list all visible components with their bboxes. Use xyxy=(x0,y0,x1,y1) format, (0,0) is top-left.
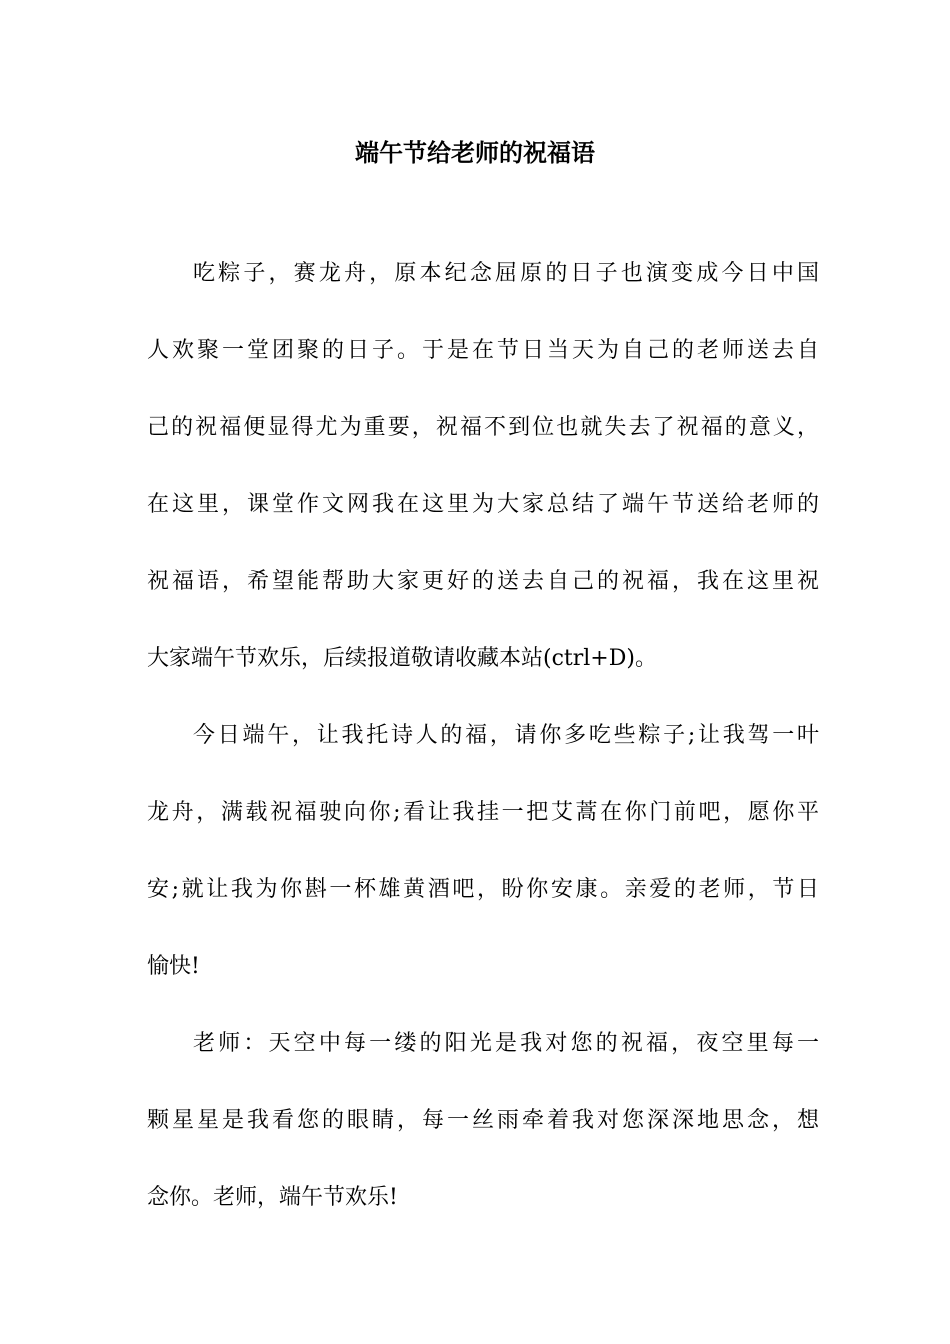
text-line: 人欢聚一堂团聚的日子。于是在节日当天为自己的老师送去自 xyxy=(147,338,819,363)
document-body xyxy=(147,255,819,1256)
text-line: 安;就让我为你斟一杯雄黄酒吧，盼你安康。亲爱的老师，节日 xyxy=(147,877,819,902)
text-line: 龙舟，满载祝福驶向你;看让我挂一把艾蒿在你门前吧，愿你平 xyxy=(147,800,819,825)
text-line: 颗星星是我看您的眼睛，每一丝雨牵着我对您深深地思念，想 xyxy=(147,1108,819,1133)
text-line: 大家端午节欢乐，后续报道敬请收藏本站(ctrl+D)。 xyxy=(147,646,657,671)
text-line: 今日端午，让我托诗人的福，请你多吃些粽子;让我驾一叶 xyxy=(193,723,819,748)
text-line: 愉快! xyxy=(147,954,200,979)
document-title: 端午节给老师的祝福语 xyxy=(355,139,595,167)
text-line: 吃粽子，赛龙舟，原本纪念屈原的日子也演变成今日中国 xyxy=(193,261,819,286)
text-line: 老师：天空中每一缕的阳光是我对您的祝福，夜空里每一 xyxy=(193,1031,819,1056)
text-line: 念你。老师，端午节欢乐! xyxy=(147,1185,398,1210)
text-line: 祝福语，希望能帮助大家更好的送去自己的祝福，我在这里祝 xyxy=(147,569,819,594)
text-line: 己的祝福便显得尤为重要，祝福不到位也就失去了祝福的意义， xyxy=(147,415,819,440)
text-line: 在这里，课堂作文网我在这里为大家总结了端午节送给老师的 xyxy=(147,492,819,517)
